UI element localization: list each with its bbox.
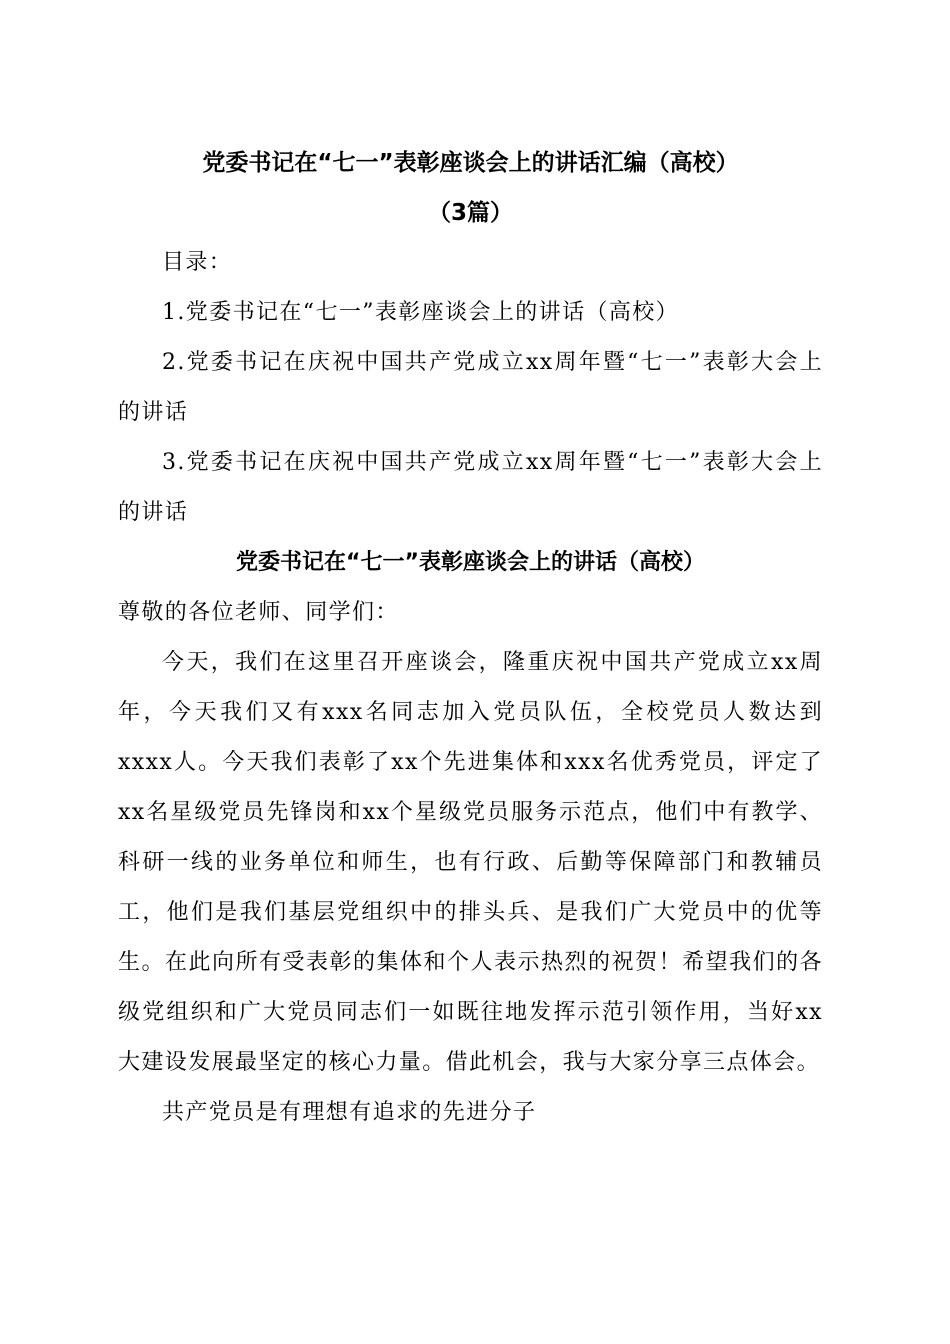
document-body — [118, 138, 823, 1138]
toc-item-2: 2.党委书记在庆祝中国共产党成立xx周年暨“七一”表彰大会上的讲话 — [118, 350, 823, 425]
salutation: 尊敬的各位老师、同学们： — [118, 600, 399, 625]
toc-item-1: 1.党委书记在“七一”表彰座谈会上的讲话（高校） — [162, 300, 680, 325]
document-title-count: （3篇） — [427, 200, 513, 226]
section-title: 党委书记在“七一”表彰座谈会上的讲话（高校） — [236, 550, 705, 575]
body-paragraph: 今天，我们在这里召开座谈会，隆重庆祝中国共产党成立xx周年，今天我们又有xxx名同志加入党员队伍，全校党员人数达到xxxx人。今天我们表彰了xx个先进集体和xxx名优秀党员，评定了xx名星级党员先锋岗和xx个星级党员服务示范点，他们中有教学、科研一线的业务单位和师生，也有行政、后勤等保障部门和教辅员工，他们是我们基层党组织中的排头兵、是我们广大党员中的优等生。在此向所有受表彰的集体和个人表示热烈的祝贺！希望我们的各级党组织和广大党员同志们一如既往地发挥示范引领作用，当好xx大建设发展最坚定的核心力量。借此机会，我与大家分享三点体会。 — [118, 650, 823, 1075]
document-title: 党委书记在“七一”表彰座谈会上的讲话汇编（高校） — [202, 150, 739, 176]
toc-item-3: 3.党委书记在庆祝中国共产党成立xx周年暨“七一”表彰大会上的讲话 — [118, 450, 823, 525]
subheading-paragraph: 共产党员是有理想有追求的先进分子 — [162, 1100, 537, 1125]
toc-label: 目录： — [162, 250, 233, 275]
